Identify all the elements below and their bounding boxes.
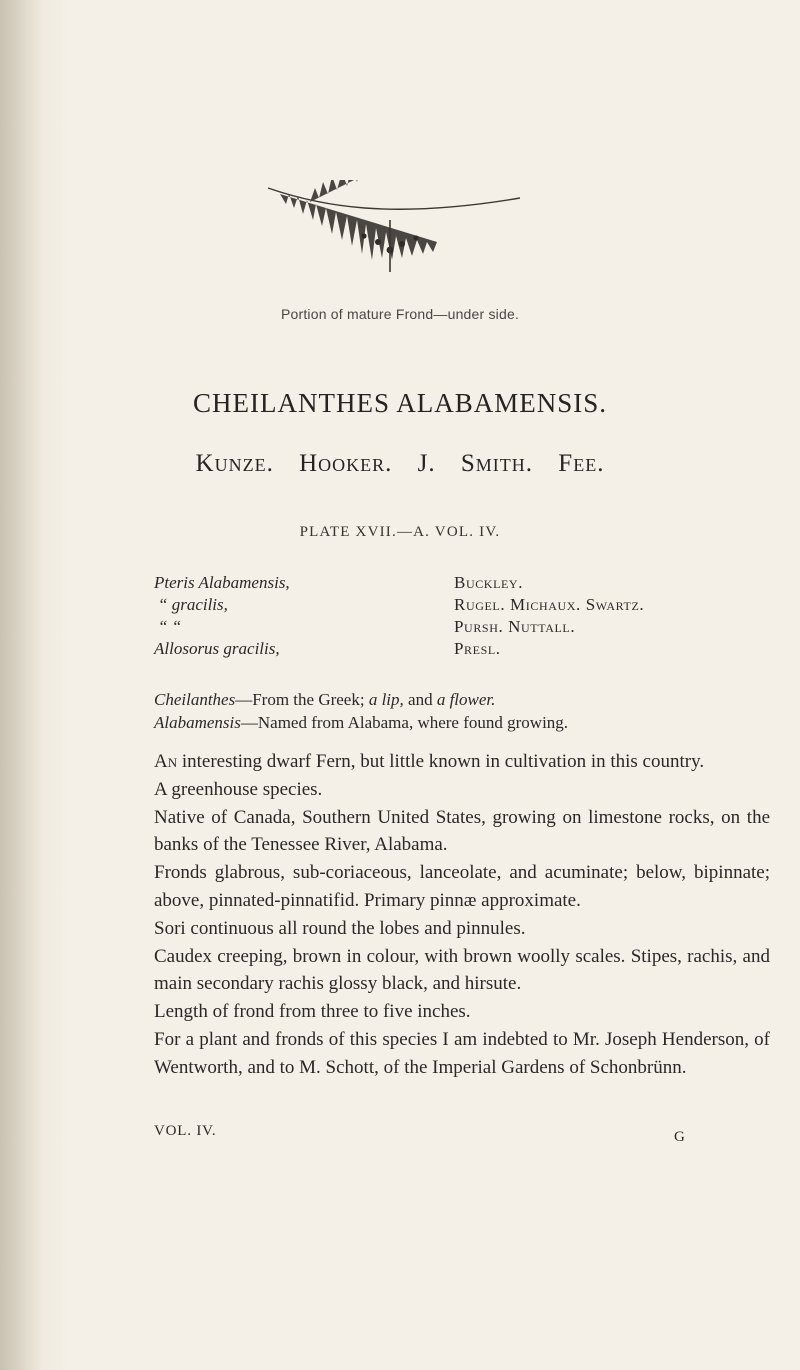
paragraph-text: Caudex creeping, brown in colour, with brown woolly scales. Stipes, rachis, and main secondary rachis glossy black, and hirsute.	[154, 945, 770, 995]
etymology-text: —From the Greek;	[235, 690, 369, 709]
synonym-row	[154, 595, 754, 617]
etymology-block	[154, 688, 754, 734]
synonym-authority: Pursh. Nuttall.	[454, 617, 576, 636]
paragraph	[154, 859, 770, 915]
volume-marker: VOL. IV.	[154, 1123, 217, 1139]
synonym-name: Pteris Alabamensis,	[154, 573, 290, 592]
paragraph-text: interesting dwarf Fern, but little known in cultivation in this country.	[177, 751, 705, 772]
author-smith: J. Smith.	[417, 450, 534, 477]
page-title: CHEILANTHES ALABAMENSIS.	[192, 388, 607, 418]
etymology-text: —Named from Alabama, where found growing.	[240, 713, 569, 732]
paragraph-text: Fronds glabrous, sub-coriaceous, lanceolate, and acuminate; below, bipinnate; above, pinnated-pinnatifid. Primary pinnæ approximate.	[154, 862, 770, 911]
synonym-authority: Presl.	[454, 639, 501, 658]
paragraph-text: Length of frond from three to five inches.	[154, 1001, 471, 1023]
etymology-term: a flower.	[436, 690, 496, 709]
paragraph-text: Native of Canada, Southern United States, growing on limestone rocks, on the banks of the Tenessee River, Alabama.	[154, 806, 770, 856]
authors-line	[0, 450, 800, 478]
illustration-caption: Portion of mature Frond—under side.	[280, 306, 520, 322]
paragraph	[154, 998, 770, 1026]
synonym-authority: Rugel. Michaux. Swartz.	[454, 595, 645, 614]
synonymy-block	[154, 573, 754, 661]
paragraph	[154, 915, 770, 943]
synonym-row	[154, 617, 754, 639]
fern-frond-illustration	[240, 180, 540, 290]
page-gutter-shadow	[0, 0, 44, 1370]
paragraph	[154, 748, 770, 776]
genus-name: Cheilanthes	[154, 690, 236, 709]
paragraph	[154, 943, 770, 999]
paragraph-text: Sori continuous all round the lobes and pinnules.	[154, 917, 526, 939]
paragraph-text: For a plant and fronds of this species I am indebted to Mr. Joseph Henderson, of Wentworth, and to M. Schott, of the Imperial Gardens of Schonbrünn.	[154, 1028, 770, 1078]
plate-line: PLATE XVII.—A. VOL. IV.	[299, 524, 501, 540]
paragraph-text: A greenhouse species.	[154, 778, 323, 800]
synonym-name: “ “	[158, 617, 182, 636]
page-footer	[154, 1123, 714, 1145]
description-body	[154, 748, 770, 1082]
author-kunze: Kunze.	[195, 450, 274, 477]
paragraph-lead: An	[154, 751, 178, 772]
etymology-term: a lip,	[368, 690, 404, 709]
author-fee: Fee.	[558, 450, 605, 477]
author-hooker: Hooker.	[299, 450, 393, 477]
species-name: Alabamensis	[154, 713, 241, 732]
paragraph	[154, 804, 770, 860]
synonym-row	[154, 639, 754, 661]
synonym-row	[154, 573, 754, 595]
synonym-name: “ gracilis,	[158, 595, 228, 614]
paragraph	[154, 1026, 770, 1082]
synonym-name: Allosorus gracilis,	[154, 639, 280, 658]
etymology-species-line	[154, 711, 754, 734]
etymology-genus-line	[154, 688, 754, 711]
signature-mark: G	[674, 1129, 686, 1145]
synonym-authority: Buckley.	[454, 573, 524, 592]
etymology-text: and	[403, 690, 437, 709]
paragraph	[154, 776, 770, 804]
